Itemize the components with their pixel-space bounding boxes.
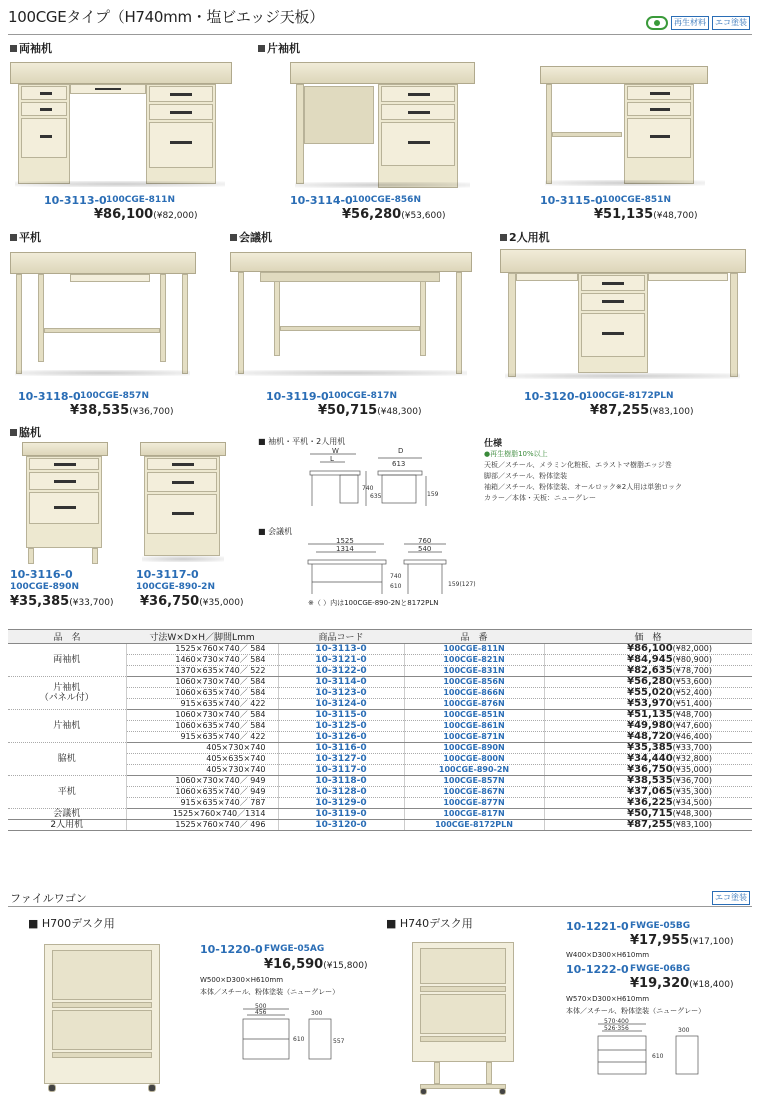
cell-product-code: 10-3124-0	[278, 699, 404, 710]
cell-part-number: 100CGE-811N	[404, 644, 544, 655]
cell-product-code: 10-3115-0	[278, 710, 404, 721]
cell-part-number: 100CGE-876N	[404, 699, 544, 710]
dim-159b: 159(127)	[448, 581, 476, 588]
cell-product-code: 10-3121-0	[278, 655, 404, 666]
table-row	[8, 710, 752, 721]
cell-price	[544, 754, 752, 765]
spec-block	[484, 449, 682, 504]
section-hiraki: 平机	[10, 229, 41, 245]
cell-part-number: 100CGE-866N	[404, 688, 544, 699]
dim-610: 610	[390, 583, 402, 590]
diagram-label-2: ■ 会議机	[258, 527, 293, 536]
price-base: (¥51,400)	[672, 699, 712, 708]
cell-part-number: 100CGE-817N	[404, 809, 544, 820]
wagon-b-diagram	[580, 1018, 710, 1080]
price-value: ¥82,635	[627, 665, 673, 676]
section-katasode: 片袖机	[258, 40, 300, 56]
wagon-a-image	[40, 940, 170, 1095]
cell-part-number: 100CGE-890N	[404, 743, 544, 754]
price-3120: ¥87,255(¥83,100)	[590, 403, 694, 418]
price-base: (¥47,600)	[672, 721, 712, 730]
price-base: (¥48,700)	[672, 710, 712, 719]
spec-heading: 仕様	[484, 439, 503, 449]
price-value: ¥34,440	[627, 753, 673, 764]
price-value: ¥38,535	[627, 775, 673, 786]
dimA-h: 610	[293, 1036, 305, 1043]
price-base: (¥33,700)	[672, 743, 712, 752]
code-3115: 10-3115-0	[540, 194, 603, 207]
code-3119: 10-3119-0	[266, 390, 329, 403]
section-kaigi: 会議机	[230, 229, 272, 245]
code-1221: 10-1221-0	[566, 920, 629, 933]
price-value: ¥36,225	[627, 797, 673, 808]
cell-price	[544, 710, 752, 721]
part-05ag: FWGE-05AG	[264, 944, 325, 954]
dim-159: 159	[427, 491, 439, 498]
code-3113: 10-3113-0	[44, 194, 107, 207]
price-3116: ¥35,385(¥33,700)	[10, 594, 114, 609]
cell-price	[544, 644, 752, 655]
cell-part-number: 100CGE-857N	[404, 776, 544, 787]
cell-price	[544, 666, 752, 677]
price-1221: ¥17,955(¥17,100)	[630, 933, 734, 948]
cell-part-number: 100CGE-871N	[404, 732, 544, 743]
cell-product-code: 10-3118-0	[278, 776, 404, 787]
price-value: ¥49,980	[627, 720, 673, 731]
dim-635: 635	[370, 493, 382, 500]
table-row	[8, 809, 752, 820]
price-value: ¥50,715	[627, 808, 673, 819]
price-base: (¥32,800)	[672, 754, 712, 763]
cell-price	[544, 721, 752, 732]
cell-dimensions: 1525×760×740／1314	[126, 809, 278, 820]
h740-label: ■ H740デスク用	[386, 917, 473, 930]
cell-price	[544, 820, 752, 831]
cell-price	[544, 677, 752, 688]
cell-part-number: 100CGE-856N	[404, 677, 544, 688]
diagram-note: ※（ ）内は100CGE-890-2Nと8172PLN	[308, 599, 439, 607]
mat-1220: 本体／スチール、粉体塗装（ニューグレー）	[200, 988, 340, 996]
spec-line-1: ●再生樹脂10%以上	[484, 450, 548, 458]
flat-desk-image	[10, 250, 200, 380]
cell-dimensions: 1060×635×740／ 584	[126, 721, 278, 732]
price-base: (¥78,700)	[672, 666, 712, 675]
cell-price	[544, 699, 752, 710]
cell-dimensions: 915×635×740／ 422	[126, 699, 278, 710]
price-value: ¥53,970	[627, 698, 673, 709]
dim-l: L	[330, 455, 334, 463]
green-mark-icon	[646, 16, 668, 30]
part-06bg: FWGE-06BG	[630, 964, 691, 974]
h700-label: ■ H700デスク用	[28, 917, 115, 930]
cell-product-name: 平机	[8, 776, 126, 809]
eco-logos	[646, 16, 750, 30]
code-3116: 10-3116-0	[10, 568, 73, 581]
dimA-w2: 456	[255, 1009, 267, 1016]
price-3119: ¥50,715(¥48,300)	[318, 403, 422, 418]
price-base: (¥82,000)	[672, 644, 712, 653]
spec-line-5: カラー／本体・天板：ニューグレー	[484, 494, 596, 502]
cell-dimensions: 1525×760×740／ 584	[126, 644, 278, 655]
cell-dimensions: 1460×730×740／ 584	[126, 655, 278, 666]
part-857n: 100CGE-857N	[80, 391, 149, 401]
dimA-w1: 500	[255, 1003, 267, 1010]
cell-product-code: 10-3113-0	[278, 644, 404, 655]
table-row	[8, 677, 752, 688]
price-base: (¥53,600)	[672, 677, 712, 686]
dim-1525: 1525	[336, 537, 354, 545]
cell-dimensions: 405×730×740	[126, 765, 278, 776]
price-base: (¥48,300)	[672, 809, 712, 818]
th-name: 品 名	[8, 630, 126, 644]
page-title: 100CGEタイプ（H740mm・塩ビエッジ天板）	[8, 8, 324, 26]
cell-dimensions: 915×635×740／ 787	[126, 798, 278, 809]
dim-760: 760	[418, 537, 432, 545]
part-890-2n: 100CGE-890-2N	[136, 582, 215, 592]
price-base: (¥80,900)	[672, 655, 712, 664]
cell-product-code: 10-3129-0	[278, 798, 404, 809]
cell-dimensions: 1060×635×740／ 584	[126, 688, 278, 699]
dim-740b: 740	[390, 573, 402, 580]
part-05bg: FWGE-05BG	[630, 921, 691, 931]
cell-dimensions: 1060×730×740／ 584	[126, 677, 278, 688]
dim-w: W	[332, 447, 339, 455]
part-856n: 100CGE-856N	[352, 195, 421, 205]
title-rule	[8, 34, 752, 35]
dimB-w1: 570·400	[604, 1018, 629, 1025]
code-1220: 10-1220-0	[200, 943, 263, 956]
dimB-d: 300	[678, 1027, 690, 1034]
cell-part-number: 100CGE-861N	[404, 721, 544, 732]
side-cabinet-image	[22, 440, 112, 565]
cell-product-code: 10-3127-0	[278, 754, 404, 765]
part-851n: 100CGE-851N	[602, 195, 671, 205]
price-value: ¥56,280	[627, 676, 673, 687]
cell-product-name: 両袖机	[8, 644, 126, 677]
price-value: ¥48,720	[627, 731, 673, 742]
code-3120: 10-3120-0	[524, 390, 587, 403]
cell-dimensions: 915×635×740／ 422	[126, 732, 278, 743]
part-817n: 100CGE-817N	[328, 391, 397, 401]
code-3114: 10-3114-0	[290, 194, 353, 207]
recycle-badge: 再生材料	[671, 16, 709, 30]
part-8172pln: 100CGE-8172PLN	[586, 391, 674, 401]
price-table	[8, 629, 752, 831]
th-dims: 寸法W×D×H／脚間Lmm	[126, 630, 278, 644]
price-base: (¥35,000)	[672, 765, 712, 774]
spec-line-3: 脚部／スチール、粉体塗装	[484, 472, 568, 480]
dims-1220: W500×D300×H610mm	[200, 976, 284, 984]
cell-price	[544, 743, 752, 754]
cell-price	[544, 655, 752, 666]
dim-1314: 1314	[336, 545, 354, 553]
price-base: (¥36,700)	[672, 776, 712, 785]
price-value: ¥86,100	[627, 643, 673, 654]
price-base: (¥46,400)	[672, 732, 712, 741]
cell-dimensions: 405×635×740	[126, 754, 278, 765]
price-3115: ¥51,135(¥48,700)	[594, 207, 698, 222]
two-person-desk-image	[500, 245, 750, 385]
cell-product-code: 10-3128-0	[278, 787, 404, 798]
section-ryousode: 両袖机	[10, 40, 52, 56]
price-1220: ¥16,590(¥15,800)	[264, 957, 368, 972]
dimA-h2: 557	[333, 1038, 345, 1045]
price-base: (¥34,500)	[672, 798, 712, 807]
table-row	[8, 776, 752, 787]
cell-product-code: 10-3114-0	[278, 677, 404, 688]
wagon-eco-badge: エコ塗装	[712, 891, 750, 905]
table-header-row	[8, 630, 752, 644]
cell-product-name: 会議机	[8, 809, 126, 820]
dim-d: D	[398, 447, 404, 455]
part-890n: 100CGE-890N	[10, 582, 79, 592]
price-base: (¥35,300)	[672, 787, 712, 796]
th-part: 品 番	[404, 630, 544, 644]
cell-part-number: 100CGE-877N	[404, 798, 544, 809]
price-value: ¥36,750	[627, 764, 673, 775]
price-3118: ¥38,535(¥36,700)	[70, 403, 174, 418]
cell-part-number: 100CGE-867N	[404, 787, 544, 798]
single-pedestal-desk-image	[540, 62, 720, 187]
price-base: (¥83,100)	[672, 820, 712, 829]
cell-dimensions: 1525×760×740／ 496	[126, 820, 278, 831]
single-pedestal-desk-panel-image	[290, 58, 485, 188]
dims-1221: W400×D300×H610mm	[566, 951, 650, 959]
mat-1222: 本体／スチール、粉体塗装（ニューグレー）	[566, 1007, 706, 1015]
cell-product-name: 脇机	[8, 743, 126, 776]
cell-part-number: 100CGE-8172PLN	[404, 820, 544, 831]
th-code: 商品コード	[278, 630, 404, 644]
dim-613: 613	[392, 460, 406, 468]
cell-part-number: 100CGE-851N	[404, 710, 544, 721]
cell-dimensions: 1370×635×740／ 522	[126, 666, 278, 677]
cell-product-name: 片袖机	[8, 710, 126, 743]
cell-price	[544, 809, 752, 820]
cell-price	[544, 732, 752, 743]
conference-desk-image	[230, 248, 475, 378]
wagon-b-image	[410, 938, 520, 1098]
cell-part-number: 100CGE-831N	[404, 666, 544, 677]
code-3118: 10-3118-0	[18, 390, 81, 403]
price-3113: ¥86,100(¥82,000)	[94, 207, 198, 222]
part-811n: 100CGE-811N	[106, 195, 175, 205]
section-futari: 2人用机	[500, 229, 550, 245]
price-1222: ¥19,320(¥18,400)	[630, 976, 734, 991]
cell-dimensions: 405×730×740	[126, 743, 278, 754]
double-pedestal-desk-image	[10, 56, 240, 191]
price-value: ¥84,945	[627, 654, 673, 665]
spec-line-2: 天板／スチール、メラミン化粧板、エラストマ樹脂エッジ巻	[484, 461, 672, 469]
wagon-title: ファイルワゴン	[10, 892, 87, 905]
cell-part-number: 100CGE-821N	[404, 655, 544, 666]
wagon-rule	[8, 906, 752, 907]
cell-product-code: 10-3125-0	[278, 721, 404, 732]
cell-product-code: 10-3117-0	[278, 765, 404, 776]
dimB-w2: 526·356	[604, 1025, 629, 1032]
wagon-a-diagram	[225, 1003, 345, 1061]
price-value: ¥87,255	[627, 819, 673, 830]
cell-product-code: 10-3120-0	[278, 820, 404, 831]
cell-dimensions: 1060×730×740／ 949	[126, 776, 278, 787]
cell-part-number: 100CGE-890-2N	[404, 765, 544, 776]
price-value: ¥55,020	[627, 687, 673, 698]
dimA-d: 300	[311, 1010, 323, 1017]
cell-price	[544, 765, 752, 776]
table-row	[8, 644, 752, 655]
cell-product-name: 2人用机	[8, 820, 126, 831]
table-row	[8, 820, 752, 831]
cell-price	[544, 776, 752, 787]
cell-product-code: 10-3122-0	[278, 666, 404, 677]
desk-dimension-diagram	[300, 446, 440, 516]
dim-740: 740	[362, 485, 374, 492]
cell-product-code: 10-3119-0	[278, 809, 404, 820]
code-3117: 10-3117-0	[136, 568, 199, 581]
price-value: ¥35,385	[627, 742, 673, 753]
dims-1222: W570×D300×H610mm	[566, 995, 650, 1003]
th-price: 価 格	[544, 630, 752, 644]
cell-part-number: 100CGE-800N	[404, 754, 544, 765]
cell-product-name: 片袖机 （パネル付）	[8, 677, 126, 710]
price-value: ¥37,065	[627, 786, 673, 797]
cell-price	[544, 688, 752, 699]
side-cabinet-2-image	[140, 440, 230, 565]
conference-dimension-diagram	[300, 536, 476, 606]
dim-540: 540	[418, 545, 432, 553]
cell-product-code: 10-3126-0	[278, 732, 404, 743]
section-wakiki: 脇机	[10, 424, 41, 440]
cell-dimensions: 1060×730×740／ 584	[126, 710, 278, 721]
table-row	[8, 743, 752, 754]
cell-product-code: 10-3116-0	[278, 743, 404, 754]
spec-line-4: 袖箱／スチール、粉体塗装、オールロック※2人用は単独ロック	[484, 483, 683, 491]
price-value: ¥51,135	[627, 709, 673, 720]
dimB-h: 610	[652, 1053, 664, 1060]
price-3117: ¥36,750(¥35,000)	[140, 594, 244, 609]
price-3114: ¥56,280(¥53,600)	[342, 207, 446, 222]
diagram-label-1: ■ 袖机・平机・2人用机	[258, 437, 346, 446]
cell-price	[544, 787, 752, 798]
code-1222: 10-1222-0	[566, 963, 629, 976]
cell-dimensions: 1060×635×740／ 949	[126, 787, 278, 798]
table-body	[8, 644, 752, 831]
price-base: (¥52,400)	[672, 688, 712, 697]
eco-paint-badge: エコ塗装	[712, 16, 750, 30]
cell-price	[544, 798, 752, 809]
cell-product-code: 10-3123-0	[278, 688, 404, 699]
